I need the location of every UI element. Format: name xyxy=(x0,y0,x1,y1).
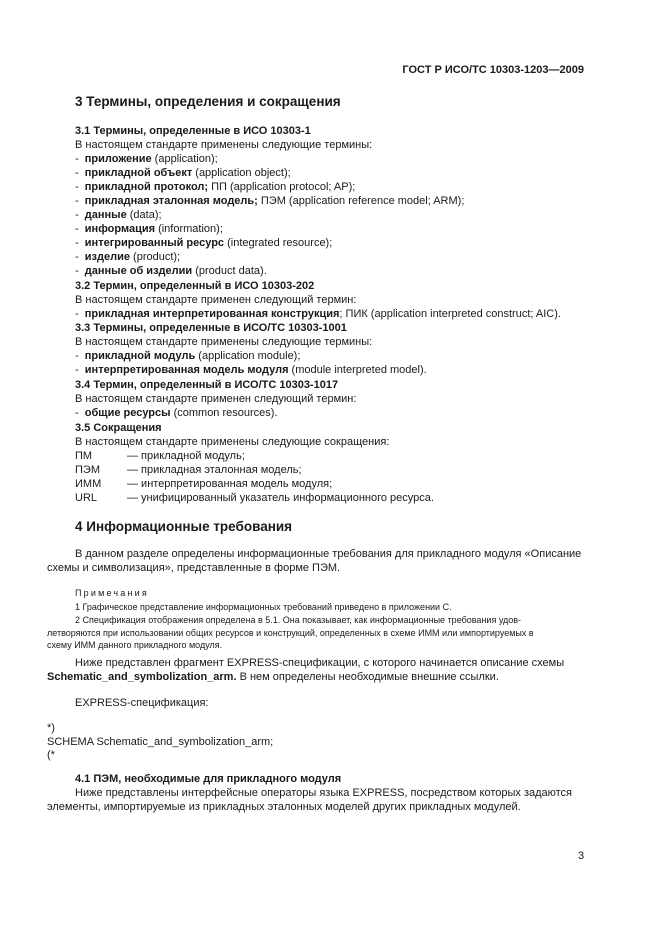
code-line: (* xyxy=(47,749,55,761)
list-item: - данные (data); xyxy=(75,209,162,221)
list-item: - данные об изделии (product data). xyxy=(75,265,267,277)
paragraph-line: В данном разделе определены информационные требования для прикладного модуля «Описание xyxy=(75,548,582,560)
express-label: EXPRESS-спецификация: xyxy=(75,697,209,709)
page-number: 3 xyxy=(578,850,585,862)
subsection-3-2-intro: В настоящем стандарте применен следующий термин: xyxy=(75,294,357,306)
list-item: - информация (information); xyxy=(75,223,223,235)
note-line: схему ИММ данного прикладного модуля. xyxy=(47,640,223,650)
subsection-3-3-intro: В настоящем стандарте применены следующие термины: xyxy=(75,336,373,348)
note-line: 1 Графическое представление информационных требований приведено в приложении С. xyxy=(75,602,452,612)
notes-heading: Примечания xyxy=(75,588,149,598)
list-item: - прикладная интерпретированная конструкция; ПИК (application interpreted construct; AIC). xyxy=(75,308,561,320)
list-item: - изделие (product); xyxy=(75,251,181,263)
abbreviation-row: ПМ — прикладной модуль; xyxy=(75,450,245,462)
list-item: - общие ресурсы (common resources). xyxy=(75,407,278,419)
paragraph-line: Schematic_and_symbolization_arm. В нем определены необходимые внешние ссылки. xyxy=(47,671,499,683)
subsection-3-1-intro: В настоящем стандарте применены следующие термины: xyxy=(75,139,373,151)
subsection-3-4-title: 3.4 Термин, определенный в ИСО/ТС 10303-1017 xyxy=(75,379,339,391)
subsection-3-2-title: 3.2 Термин, определенный в ИСО 10303-202 xyxy=(75,280,315,292)
list-item: - прикладной протокол; ПП (application protocol; AP); xyxy=(75,181,356,193)
paragraph-line: схемы и символизация», представленные в форме ПЭМ. xyxy=(47,562,341,574)
section-4-title: 4 Информационные требования xyxy=(75,519,293,534)
note-line: 2 Спецификация отображения определена в 5.1. Она показывает, как информационные требования удов- xyxy=(75,615,522,625)
list-item: - прикладная эталонная модель; ПЭМ (application reference model; ARM); xyxy=(75,195,465,207)
list-item: - интегрированный ресурс (integrated resource); xyxy=(75,237,333,249)
abbreviation-row: ИММ — интерпретированная модель модуля; xyxy=(75,478,333,490)
subsection-3-5-title: 3.5 Сокращения xyxy=(75,422,162,434)
code-line: SCHEMA Schematic_and_symbolization_arm; xyxy=(47,736,274,748)
document-header: ГОСТ Р ИСО/ТС 10303-1203—2009 xyxy=(402,64,584,76)
subsection-4-1-title: 4.1 ПЭМ, необходимые для прикладного модуля xyxy=(75,773,342,785)
list-item: - интерпретированная модель модуля (module interpreted model). xyxy=(75,364,427,376)
paragraph-line: Ниже представлен фрагмент EXPRESS-спецификации, с которого начинается описание схемы xyxy=(75,657,565,669)
list-item: - прикладной модуль (application module); xyxy=(75,350,301,362)
section-3-title: 3 Термины, определения и сокращения xyxy=(75,94,341,109)
paragraph-line: Ниже представлены интерфейсные операторы языка EXPRESS, посредством которых задаются xyxy=(75,787,573,799)
list-item: - приложение (application); xyxy=(75,153,218,165)
paragraph-line: элементы, импортируемые из прикладных эталонных моделей других прикладных модулей. xyxy=(47,801,521,813)
abbreviation-row: URL — унифицированный указатель информационного ресурса. xyxy=(75,492,434,504)
subsection-3-1-title: 3.1 Термины, определенные в ИСО 10303-1 xyxy=(75,125,311,137)
subsection-3-5-intro: В настоящем стандарте применены следующие сокращения: xyxy=(75,436,390,448)
abbreviation-row: ПЭМ — прикладная эталонная модель; xyxy=(75,464,302,476)
note-line: летворяются при использовании общих ресурсов и конструкций, определенных в схеме ИММ или импортируемых в xyxy=(47,628,534,638)
subsection-3-3-title: 3.3 Термины, определенные в ИСО/ТС 10303-1001 xyxy=(75,322,347,334)
code-line: *) xyxy=(47,722,55,734)
list-item: - прикладной объект (application object); xyxy=(75,167,291,179)
subsection-3-4-intro: В настоящем стандарте применен следующий термин: xyxy=(75,393,357,405)
